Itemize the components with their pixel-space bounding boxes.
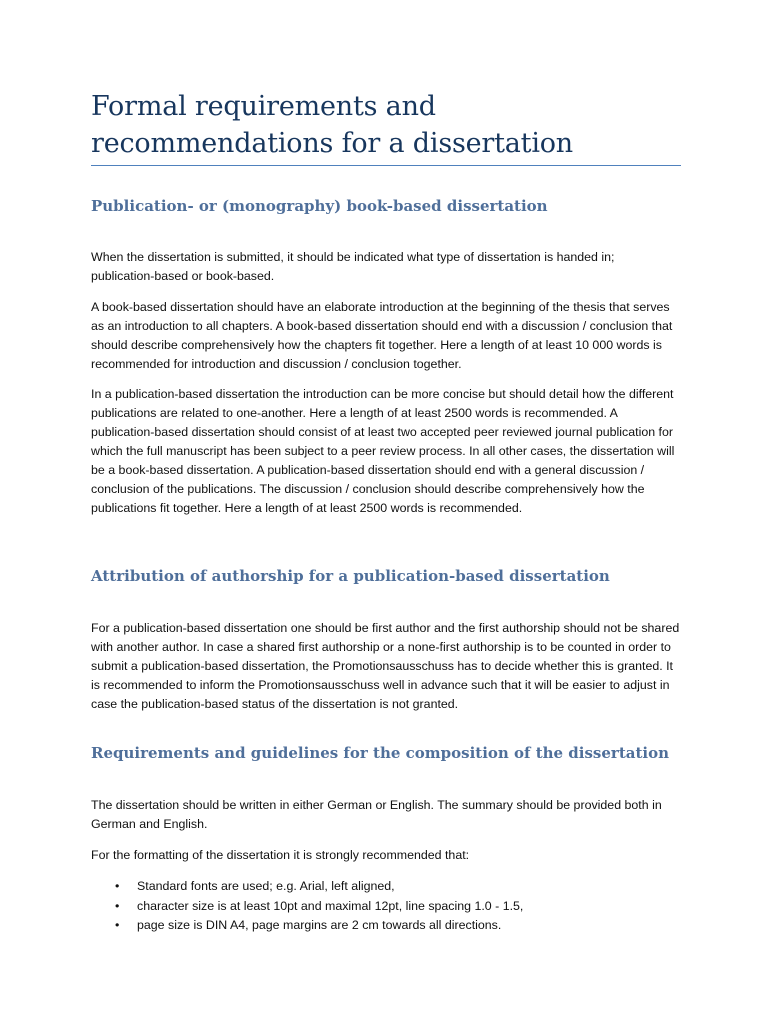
section-heading-composition: Requirements and guidelines for the composition of the dissertation [91,744,670,762]
section-heading-authorship: Attribution of authorship for a publication-based dissertation [91,567,610,585]
bullet-icon: • [115,898,120,913]
list-item [91,916,681,936]
bullet-text: page size is DIN A4, page margins are 2 cm towards all directions. [137,918,502,932]
bullet-text: Standard fonts are used; e.g. Arial, left aligned, [137,879,395,893]
paragraph-formatting-intro: For the formatting of the dissertation it is strongly recommended that: [91,848,470,862]
bullet-icon: • [115,879,120,893]
document-title: Formal requirements and recommendations for a dissertation [91,91,573,159]
list-item [91,877,681,897]
paragraph-language: The dissertation should be written in either German or English. The summary should be provided both in German and English. [91,798,662,831]
paragraph-dissertation-type-intro: When the dissertation is submitted, it should be indicated what type of dissertation is handed in; publication-based or book-based. [91,250,615,283]
paragraph-authorship: For a publication-based dissertation one should be first author and the first authorship should not be shared with another author. In case a shared first authorship or a none-first authorship is to be counted in order to submit a publication-based dissertation, the Promotionsausschuss has to decide whether this is granted. It is recommended to inform the Promotionsausschuss well in advance such that it will be easier to adjust in case the publication-based status of the dissertation is not granted. [91,621,680,711]
bullet-icon: • [115,918,120,932]
paragraph-publication-based: In a publication-based dissertation the introduction can be more concise but should detail how the different publications are related to one-another. Here a length of at least 2500 words is recommended. A publication-based dissertation should consist of at least two accepted peer reviewed journal publication for which the full manuscript has been subject to a peer review process. In all other cases, the dissertation will be a book-based dissertation. A publication-based dissertation should end with a general discussion / conclusion of the publications. The discussion / conclusion should describe comprehensively how the publications fit together. Here a length of at least 2500 words is recommended. [91,387,675,515]
section-heading-dissertation-type: Publication- or (monography) book-based dissertation [91,197,548,215]
formatting-bullet-list [91,877,681,936]
title-underline [91,165,681,166]
list-item [91,897,681,917]
bullet-text: character size is at least 10pt and maximal 12pt, line spacing 1.0 - 1.5, [137,898,524,913]
paragraph-book-based: A book-based dissertation should have an elaborate introduction at the beginning of the thesis that serves as an introduction to all chapters. A book-based dissertation should end with a discussion / conclusion that should describe comprehensively how the chapters fit together. Here a length of at least 10 000 words is recommended for introduction and discussion / conclusion together. [91,300,673,371]
